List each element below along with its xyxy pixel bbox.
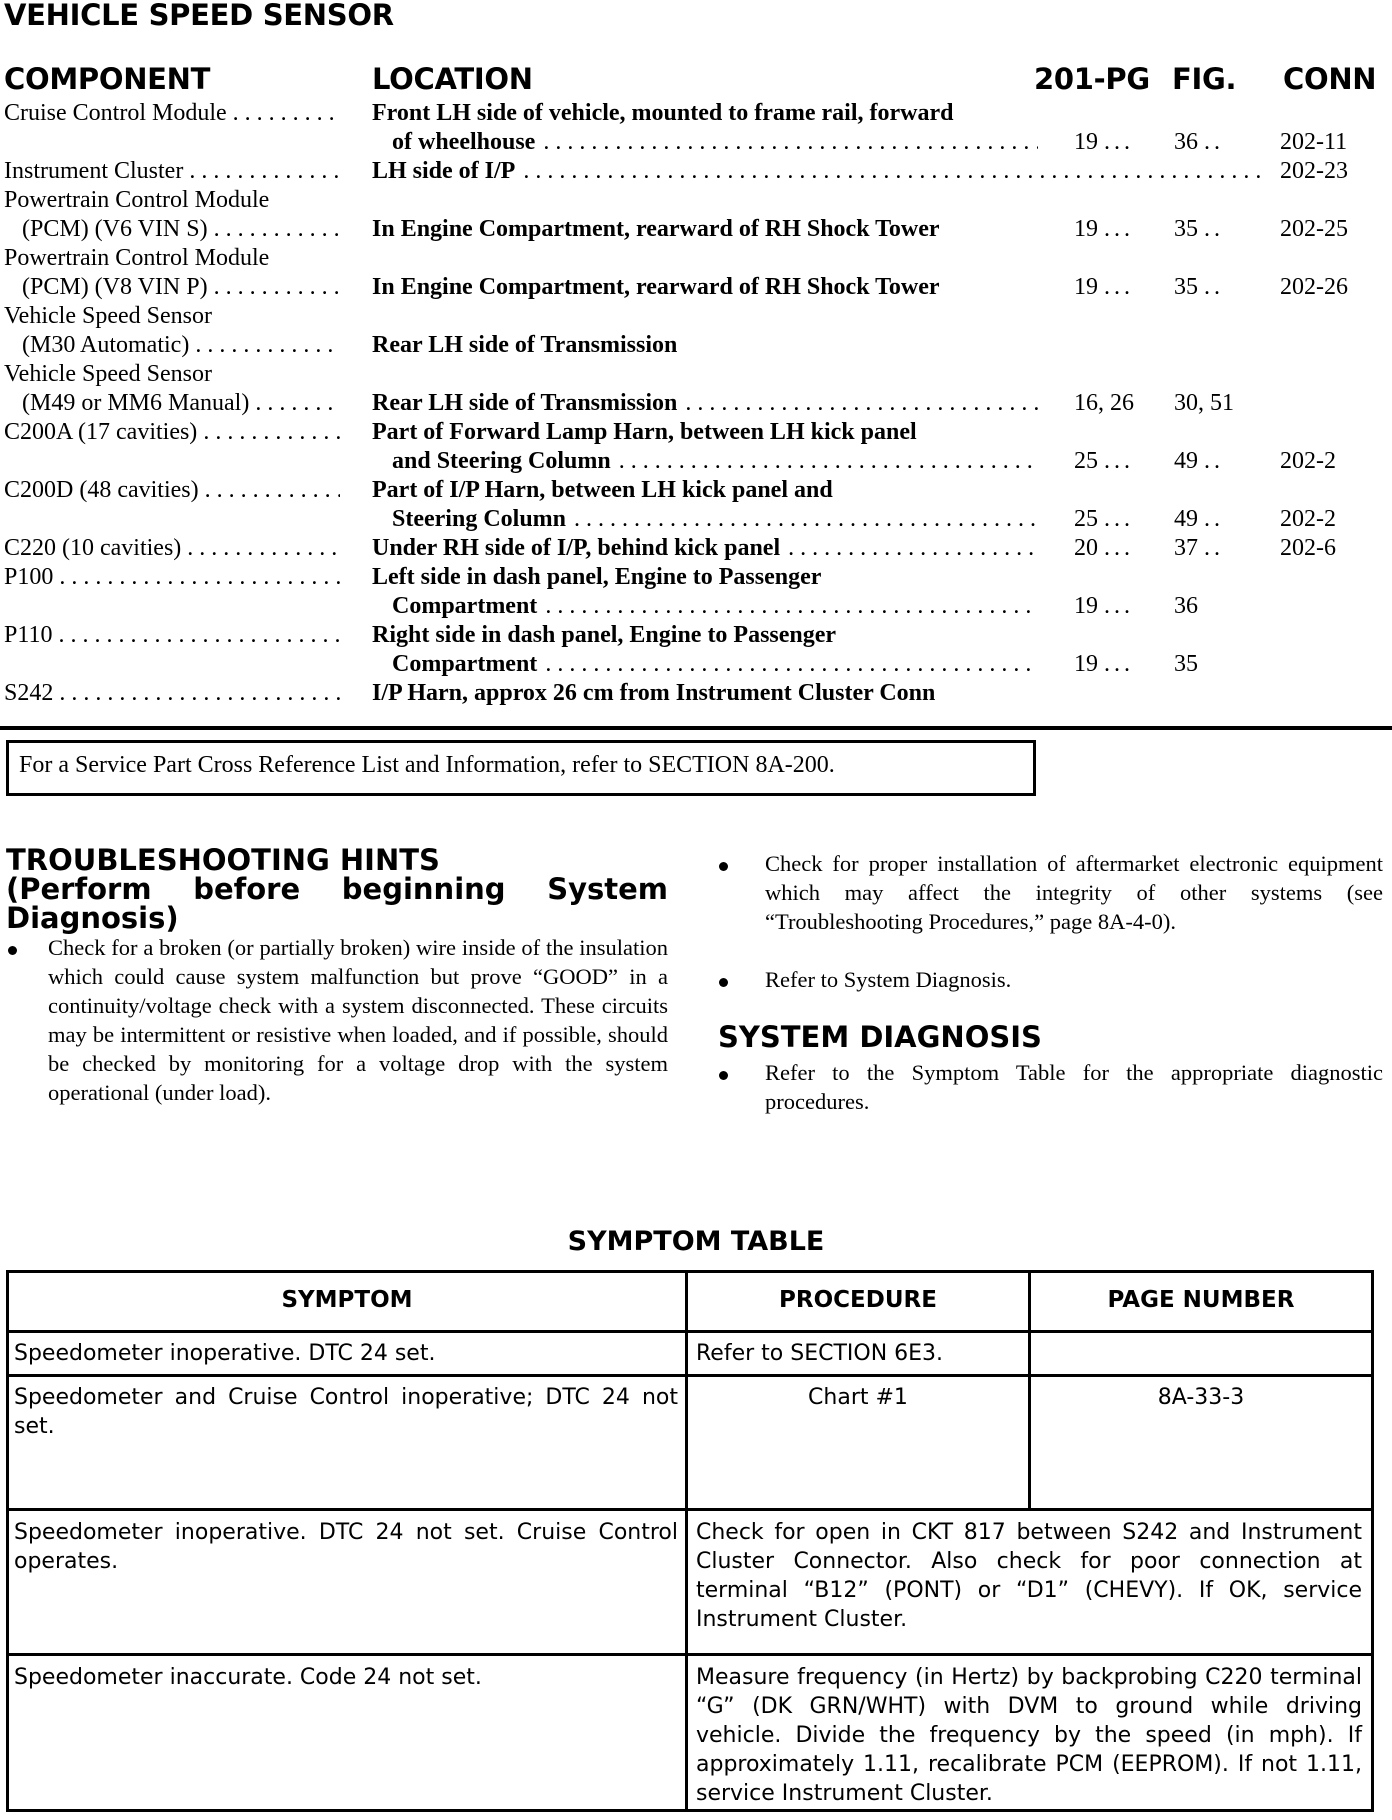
location-text: In Engine Compartment, rearward of RH Shock Tower [372, 274, 940, 300]
location-text: Compartment ..... [392, 650, 1044, 679]
symptom-table-title: SYMPTOM TABLE [567, 1226, 825, 1257]
troubleshooting-heading: TROUBLESHOOTING HINTS [6, 843, 440, 877]
location-text: Left side in dash panel, Engine to Passenger [372, 564, 822, 590]
conn-ref: 202-23 [1280, 158, 1348, 184]
fig-ref: 49 .. [1174, 448, 1224, 474]
page-ref: 16, 26 [1074, 390, 1134, 416]
symptom-cell: Speedometer inoperative. DTC 24 not set. Cruise Control operates. [14, 1520, 678, 1574]
component-name: Instrument Cluster [4, 158, 184, 184]
component-name: Powertrain Control Module [4, 187, 270, 213]
table-row [4, 476, 344, 505]
page-ref: 19 ... [1074, 593, 1134, 619]
conn-ref: 202-2 [1280, 506, 1336, 532]
fig-ref: 30, 51 [1174, 390, 1234, 416]
troubleshooting-bullet-1: Check for a broken (or partially broken) wire inside of the insulation which could cause system malfunction but prove “GOOD” in a continuity/voltage check with a system disconnected. These circuits may be intermittent or resistive when loaded, and if possible, should be checked by monitoring for a voltage drop with the system operational (under load). [48, 935, 668, 1105]
section-divider [0, 726, 1392, 730]
fig-ref: 35 .. [1174, 216, 1224, 242]
symptom-cell: Speedometer and Cruise Control inoperative; DTC 24 not set. [14, 1385, 678, 1439]
conn-ref: 202-26 [1280, 274, 1348, 300]
location-text: Front LH side of vehicle, mounted to frame rail, forward [372, 100, 954, 126]
bullet-dot [8, 946, 17, 955]
procedure-cell: Check for open in CKT 817 between S242 and Instrument Cluster Connector. Also check for poor connection at terminal “B12” (PONT) or “D1” (CHEVY). If OK, service Instrument Cluster. [696, 1520, 1362, 1632]
page-ref: 19 ... [1074, 129, 1134, 155]
location-text: and Steering Column ..... [392, 447, 1044, 476]
location-text: LH side of I/P ..... [372, 157, 1268, 186]
service-note-box [6, 740, 1036, 796]
component-name: Vehicle Speed Sensor [4, 303, 212, 329]
header-procedure: PROCEDURE [779, 1287, 937, 1313]
location-text: of wheelhouse ..... [392, 128, 1044, 157]
component-name: C200D (48 cavities) [4, 477, 199, 503]
page-ref: 25 ... [1074, 506, 1134, 532]
system-diagnosis-heading: SYSTEM DIAGNOSIS [718, 1020, 1042, 1054]
location-text: Rear LH side of Transmission ..... [372, 389, 1044, 418]
table-row [4, 302, 344, 331]
conn-ref: 202-25 [1280, 216, 1348, 242]
component-name: Vehicle Speed Sensor [4, 361, 212, 387]
fig-ref: 49 .. [1174, 506, 1224, 532]
page-ref: 19 ... [1074, 651, 1134, 677]
location-text: Rear LH side of Transmission [372, 332, 678, 358]
conn-ref: 202-11 [1280, 129, 1348, 155]
conn-ref: 202-6 [1280, 535, 1336, 561]
service-note-text: For a Service Part Cross Reference List and Information, refer to SECTION 8A-200. [19, 752, 835, 778]
table-row [4, 99, 344, 128]
page-ref: 20 ... [1074, 535, 1134, 561]
bullet-dot [719, 1071, 728, 1080]
component-name: Powertrain Control Module [4, 245, 270, 271]
symptom-table [6, 1270, 1374, 1812]
bullet-dot [719, 862, 728, 871]
fig-ref: 36 .. [1174, 129, 1224, 155]
header-fig: FIG. [1172, 62, 1237, 96]
header-page-number: PAGE NUMBER [1107, 1287, 1295, 1313]
procedure-cell: Refer to SECTION 6E3. [696, 1341, 944, 1366]
fig-ref: 36 [1174, 593, 1198, 619]
header-location: LOCATION [372, 62, 533, 96]
symptom-cell: Speedometer inoperative. DTC 24 set. [14, 1341, 436, 1366]
header-conn: CONN [1283, 62, 1377, 96]
page-number-cell: 8A-33-3 [1157, 1385, 1245, 1410]
table-row [4, 360, 344, 389]
component-name: C200A (17 cavities) [4, 419, 198, 445]
table-row [4, 679, 344, 708]
fig-ref: 37 .. [1174, 535, 1224, 561]
component-name: Cruise Control Module [4, 100, 227, 126]
location-text: Part of Forward Lamp Harn, between LH kick panel [372, 419, 917, 445]
page-ref: 25 ... [1074, 448, 1134, 474]
symptom-cell: Speedometer inaccurate. Code 24 not set. [14, 1665, 482, 1690]
header-page: 201-PG [1034, 62, 1150, 96]
page-ref: 19 ... [1074, 274, 1134, 300]
bullet-dot [719, 978, 728, 987]
table-row [4, 157, 344, 186]
location-text: I/P Harn, approx 26 cm from Instrument Cluster Conn [372, 680, 936, 706]
location-text: Under RH side of I/P, behind kick panel ..... [372, 534, 1044, 563]
location-text: Compartment ..... [392, 592, 1044, 621]
table-row [4, 418, 344, 447]
troubleshooting-bullet-3: Refer to System Diagnosis. [765, 967, 1012, 992]
location-text: Part of I/P Harn, between LH kick panel and [372, 477, 833, 503]
location-text: In Engine Compartment, rearward of RH Shock Tower [372, 216, 940, 242]
system-diagnosis-bullet-1: Refer to the Symptom Table for the appropriate diagnostic procedures. [765, 1060, 1383, 1114]
table-row [4, 563, 344, 592]
table-row [4, 244, 344, 273]
table-row [4, 186, 344, 215]
troubleshooting-subheading: (Perform before beginning System Diagnosis) [6, 872, 668, 935]
page-ref: 19 ... [1074, 216, 1134, 242]
procedure-cell: Chart #1 [808, 1385, 908, 1410]
fig-ref: 35 .. [1174, 274, 1224, 300]
page-title: VEHICLE SPEED SENSOR [4, 0, 394, 32]
component-name: C220 (10 cavities) [4, 535, 182, 561]
component-name: P100 [4, 564, 54, 590]
table-row [4, 621, 344, 650]
location-text: Steering Column ..... [392, 505, 1044, 534]
location-text: Right side in dash panel, Engine to Passenger [372, 622, 837, 648]
component-name: P110 [4, 622, 53, 648]
fig-ref: 35 [1174, 651, 1198, 677]
header-component: COMPONENT [4, 62, 211, 96]
troubleshooting-bullet-2: Check for proper installation of aftermarket electronic equipment which may affect the integrity of other systems (see “Troubleshooting Procedures,” page 8A-4-0). [765, 851, 1383, 934]
component-name: S242 [4, 680, 54, 706]
conn-ref: 202-2 [1280, 448, 1336, 474]
procedure-cell: Measure frequency (in Hertz) by backprobing C220 terminal “G” (DK GRN/WHT) with DVM to ground while driving vehicle. Divide the frequency by the speed (in mph). If approximately 1.11, recalibrate PCM (EEPROM). If not 1.11, service Instrument Cluster. [696, 1665, 1362, 1806]
header-symptom: SYMPTOM [281, 1287, 413, 1313]
table-row [4, 534, 344, 563]
